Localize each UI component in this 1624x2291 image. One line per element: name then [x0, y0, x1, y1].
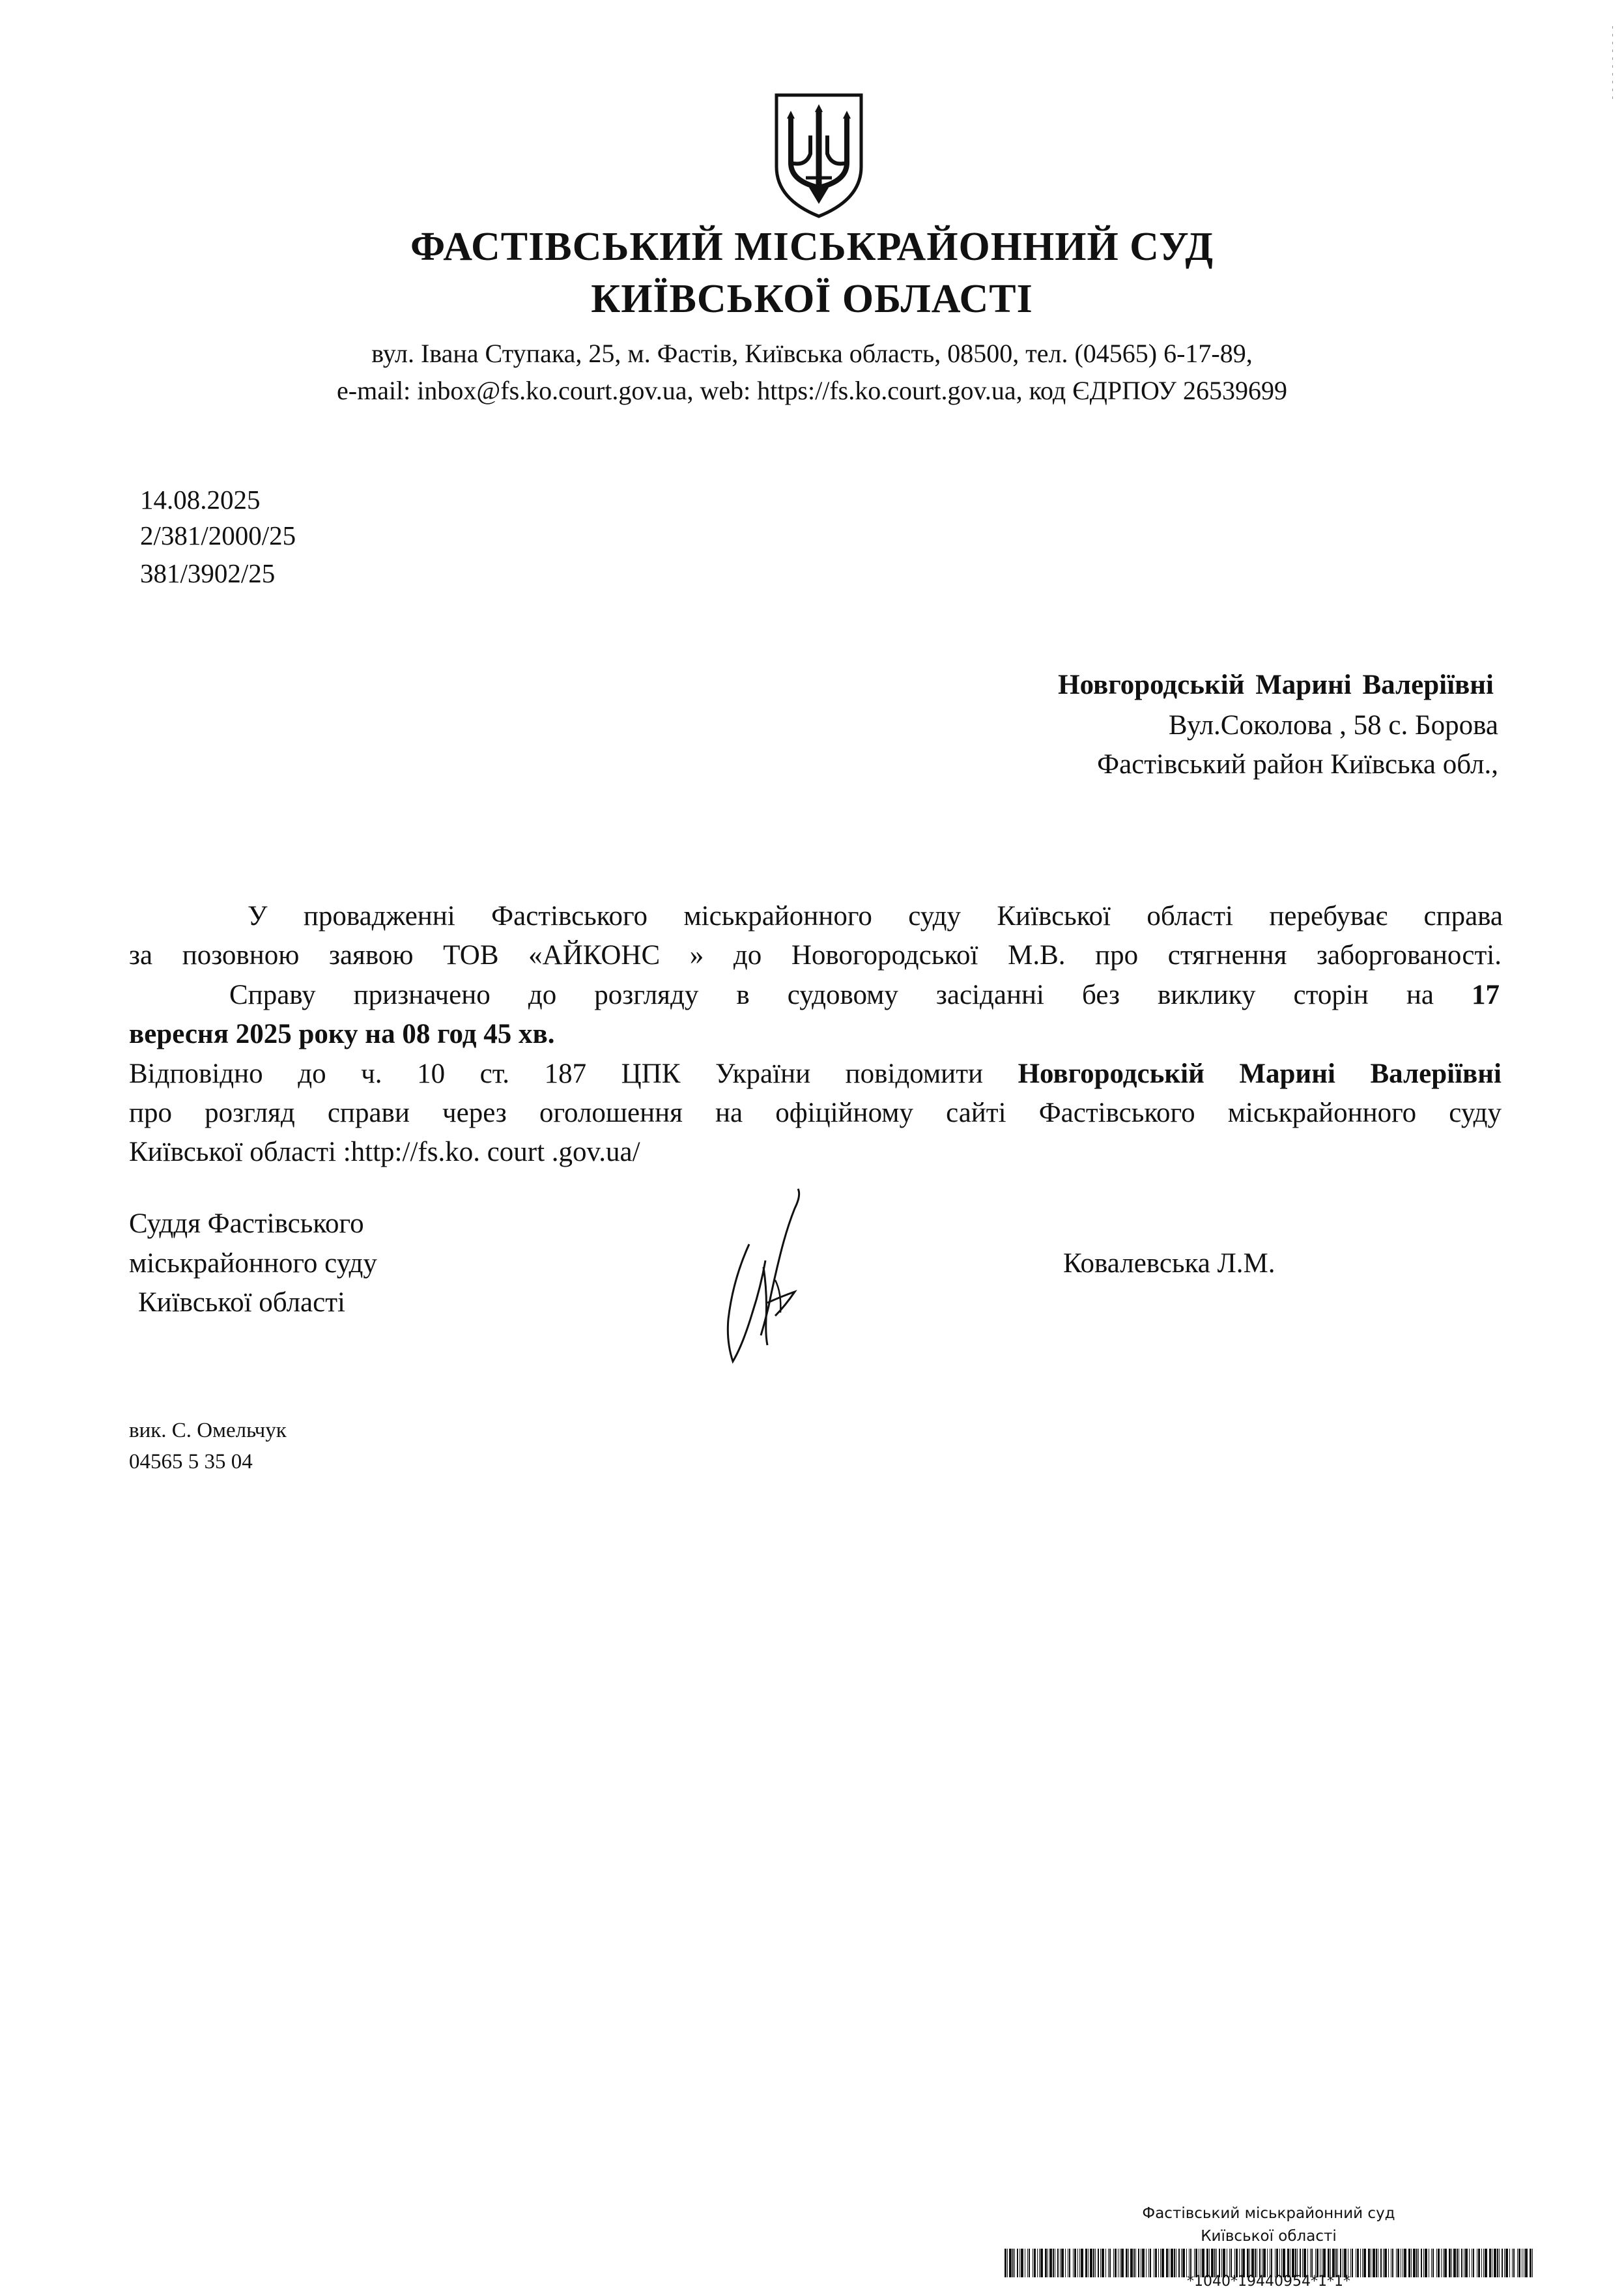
barcode-bar: [1004, 2249, 1006, 2277]
barcode-bar: [1148, 2249, 1149, 2277]
barcode-bar: [1017, 2249, 1018, 2277]
barcode-bar: [1073, 2249, 1074, 2277]
barcode-bar: [1057, 2249, 1059, 2277]
barcode-bar: [1115, 2249, 1117, 2277]
barcode-bar: [1504, 2249, 1505, 2277]
barcode-bar: [1146, 2249, 1147, 2277]
barcode-bar: [1061, 2249, 1064, 2277]
court-address-line1: вул. Івана Ступака, 25, м. Фастів, Київська область, 08500, тел. (04565) 6-17-89,: [371, 339, 1253, 368]
barcode-bar: [1166, 2249, 1168, 2277]
barcode-bar: [1411, 2249, 1412, 2277]
hearing-date-time: вересня 2025 року на 08 год 45 хв.: [129, 1019, 555, 1049]
barcode-bar: [1485, 2249, 1487, 2277]
outgoing-number: 381/3902/25: [140, 558, 276, 588]
barcode-bar: [1421, 2249, 1422, 2277]
body-line-7: Київської області :http://fs.ko. court .gov.ua/: [129, 1137, 640, 1167]
body-line-5: [129, 1060, 1502, 1088]
barcode-bar: [1021, 2249, 1023, 2277]
barcode-bar: [1113, 2249, 1114, 2277]
stamp-region: Київської області: [1201, 2228, 1337, 2245]
barcode-bar: [1130, 2249, 1133, 2277]
barcode-bar: [1126, 2249, 1128, 2277]
barcode-bar: [1505, 2249, 1508, 2277]
barcode-bar: [1027, 2249, 1028, 2277]
barcode-bar: [1109, 2249, 1111, 2277]
barcode-bar: [1081, 2249, 1083, 2277]
scan-edge-mark: [1612, 26, 1614, 104]
barcode-bar: [1376, 2249, 1377, 2277]
barcode-bar: [1060, 2249, 1061, 2277]
barcode-bar: [1155, 2249, 1157, 2277]
case-number: 2/381/2000/25: [140, 520, 296, 550]
barcode-bar: [1077, 2249, 1078, 2277]
stamp-court-name: Фастівський міськрайонний суд: [1142, 2205, 1395, 2222]
barcode-bar: [1363, 2249, 1366, 2277]
body-line-1: У провадженні Фастівського міськрайонного суду Київської області перебуває справа: [248, 901, 1503, 932]
barcode-bar: [1453, 2249, 1456, 2277]
body-line-6: про розгляд справи через оголошення на офіційному сайті Фастівського міськрайонного суду: [129, 1098, 1502, 1128]
barcode-bar: [1037, 2249, 1038, 2277]
barcode-bar: [1525, 2249, 1528, 2277]
barcode-bar: [1461, 2249, 1462, 2277]
barcode-bar: [1100, 2249, 1101, 2277]
barcode-bar: [1517, 2249, 1518, 2277]
barcode-bar: [1384, 2249, 1387, 2277]
barcode-bar: [1396, 2249, 1397, 2277]
barcode-bar: [1174, 2249, 1175, 2277]
judge-name: Ковалевська Л.М.: [1063, 1248, 1275, 1279]
barcode-bar: [1105, 2249, 1106, 2277]
barcode-bar: [1093, 2249, 1094, 2277]
barcode-bar: [1133, 2249, 1135, 2277]
barcode-bar: [1457, 2249, 1458, 2277]
barcode-bar: [1039, 2249, 1040, 2277]
barcode-bar: [1009, 2249, 1012, 2277]
barcode-bar: [1074, 2249, 1076, 2277]
court-name-line1: ФАСТІВСЬКИЙ МІСЬКРАЙОННИЙ СУД: [410, 225, 1214, 269]
barcode-bar: [1182, 2249, 1185, 2277]
barcode-bar: [1102, 2249, 1104, 2277]
barcode-bar: [1065, 2249, 1066, 2277]
barcode-bar: [1469, 2249, 1470, 2277]
barcode-bar: [1431, 2249, 1432, 2277]
barcode-bar: [1069, 2249, 1070, 2277]
barcode-bar: [1138, 2249, 1139, 2277]
barcode-bar: [1388, 2249, 1389, 2277]
notified-person-name: Новгородській Марині Валеріївні: [1018, 1059, 1502, 1089]
barcode-bar: [1530, 2249, 1531, 2277]
barcode-bar: [1373, 2249, 1375, 2277]
barcode-bar: [1397, 2249, 1399, 2277]
barcode-bar: [1368, 2249, 1370, 2277]
barcode-bar: [1451, 2249, 1452, 2277]
barcode-bar: [1513, 2249, 1515, 2277]
barcode-bar: [1019, 2249, 1020, 2277]
barcode-bar: [1350, 2249, 1351, 2277]
barcode-bar: [1121, 2249, 1124, 2277]
barcode-bar: [1449, 2249, 1451, 2277]
executor-phone: 04565 5 35 04: [129, 1450, 253, 1473]
barcode-bar: [1441, 2249, 1442, 2277]
barcode-bar: [1135, 2249, 1136, 2277]
barcode-bar: [1416, 2249, 1417, 2277]
barcode-bar: [1473, 2249, 1474, 2277]
judge-title-line3: Київської області: [138, 1287, 345, 1318]
handwritten-signature: [704, 1182, 834, 1371]
barcode-bar: [1418, 2249, 1419, 2277]
barcode-bar: [1128, 2249, 1129, 2277]
barcode-bar: [1408, 2249, 1410, 2277]
barcode-bar: [1098, 2249, 1099, 2277]
barcode-bar: [1357, 2249, 1359, 2277]
barcode-bar: [1404, 2249, 1406, 2277]
barcode-bar: [1432, 2249, 1434, 2277]
barcode-bar: [1481, 2249, 1482, 2277]
barcode-bar: [1034, 2249, 1036, 2277]
barcode-bar: [1392, 2249, 1393, 2277]
barcode-bar: [1095, 2249, 1096, 2277]
barcode-bar: [1352, 2249, 1353, 2277]
barcode-bar: [1497, 2249, 1498, 2277]
body-line-5-text: Відповідно до ч. 10 ст. 187 ЦПК України повідомити: [129, 1059, 983, 1089]
body-line-3: [229, 981, 1500, 1009]
barcode-bar: [1509, 2249, 1510, 2277]
body-line-2: за позовною заявою ТОВ «АЙКОНС » до Новогородської М.В. про стягнення заборгованості.: [129, 940, 1502, 971]
barcode-bar: [1413, 2249, 1416, 2277]
barcode-bar: [1150, 2249, 1151, 2277]
barcode-bar: [1029, 2249, 1030, 2277]
barcode-bar: [1478, 2249, 1480, 2277]
barcode-bar: [1053, 2249, 1054, 2277]
barcode-bar: [1499, 2249, 1500, 2277]
barcode-bar: [1049, 2249, 1052, 2277]
barcode-bar: [1079, 2249, 1080, 2277]
barcode-bar: [1483, 2249, 1484, 2277]
barcode-bar: [1090, 2249, 1092, 2277]
barcode-bar: [1465, 2249, 1468, 2277]
barcode-bar: [1160, 2249, 1161, 2277]
document-date: 14.08.2025: [140, 485, 261, 515]
barcode-bar: [1438, 2249, 1440, 2277]
trident-coat-of-arms-icon: [770, 90, 868, 220]
barcode-bar: [1007, 2249, 1008, 2277]
barcode-bar: [1360, 2249, 1361, 2277]
hearing-day: 17: [1472, 980, 1500, 1010]
barcode-bar: [1171, 2249, 1173, 2277]
barcode-bar: [1108, 2249, 1109, 2277]
judge-title-line2: міськрайонного суду: [129, 1248, 377, 1279]
barcode-number: *1040*19440954*1*1*: [1187, 2273, 1350, 2290]
barcode-bar: [1085, 2249, 1087, 2277]
barcode-bar: [1142, 2249, 1145, 2277]
barcode-bar: [1088, 2249, 1089, 2277]
executor-name: вик. С. Омельчук: [129, 1419, 287, 1442]
barcode-bar: [1494, 2249, 1496, 2277]
barcode-bar: [1045, 2249, 1047, 2277]
barcode-bar: [1014, 2249, 1015, 2277]
barcode-bar: [1436, 2249, 1437, 2277]
barcode-bar: [1383, 2249, 1384, 2277]
barcode-bar: [1178, 2249, 1180, 2277]
barcode-bar: [1380, 2249, 1382, 2277]
barcode-bar: [1047, 2249, 1048, 2277]
barcode-bar: [1512, 2249, 1513, 2277]
recipient-name: Новгородській Марині Валеріївні: [1058, 670, 1494, 700]
judge-title-line1: Суддя Фастівського: [129, 1208, 364, 1239]
barcode-bar: [1425, 2249, 1427, 2277]
court-name-line2: КИЇВСЬКОЇ ОБЛАСТІ: [591, 277, 1033, 321]
barcode-bar: [1444, 2249, 1447, 2277]
barcode-bar: [1502, 2249, 1503, 2277]
barcode-bar: [1181, 2249, 1182, 2277]
barcode-bar: [1012, 2249, 1014, 2277]
barcode-bar: [1443, 2249, 1444, 2277]
recipient-address-line1: Вул.Соколова , 58 с. Борова: [1168, 710, 1498, 741]
recipient-address-line2: Фастівський район Київська обл.,: [1097, 749, 1498, 780]
barcode-bar: [1161, 2249, 1164, 2277]
barcode-bar: [1518, 2249, 1520, 2277]
barcode-bar: [1040, 2249, 1043, 2277]
barcode-bar: [1423, 2249, 1424, 2277]
body-line-3-text: Справу призначено до розгляду в судовому засіданні без виклику сторін на: [229, 980, 1434, 1010]
barcode-bar: [1362, 2249, 1363, 2277]
barcode-bar: [1489, 2249, 1491, 2277]
barcode-bar: [1532, 2249, 1533, 2277]
barcode-bar: [1158, 2249, 1159, 2277]
court-contact-line: e-mail: inbox@fs.ko.court.gov.ua, web: https://fs.ko.court.gov.ua, код ЄДРПОУ 26539699: [337, 376, 1287, 405]
